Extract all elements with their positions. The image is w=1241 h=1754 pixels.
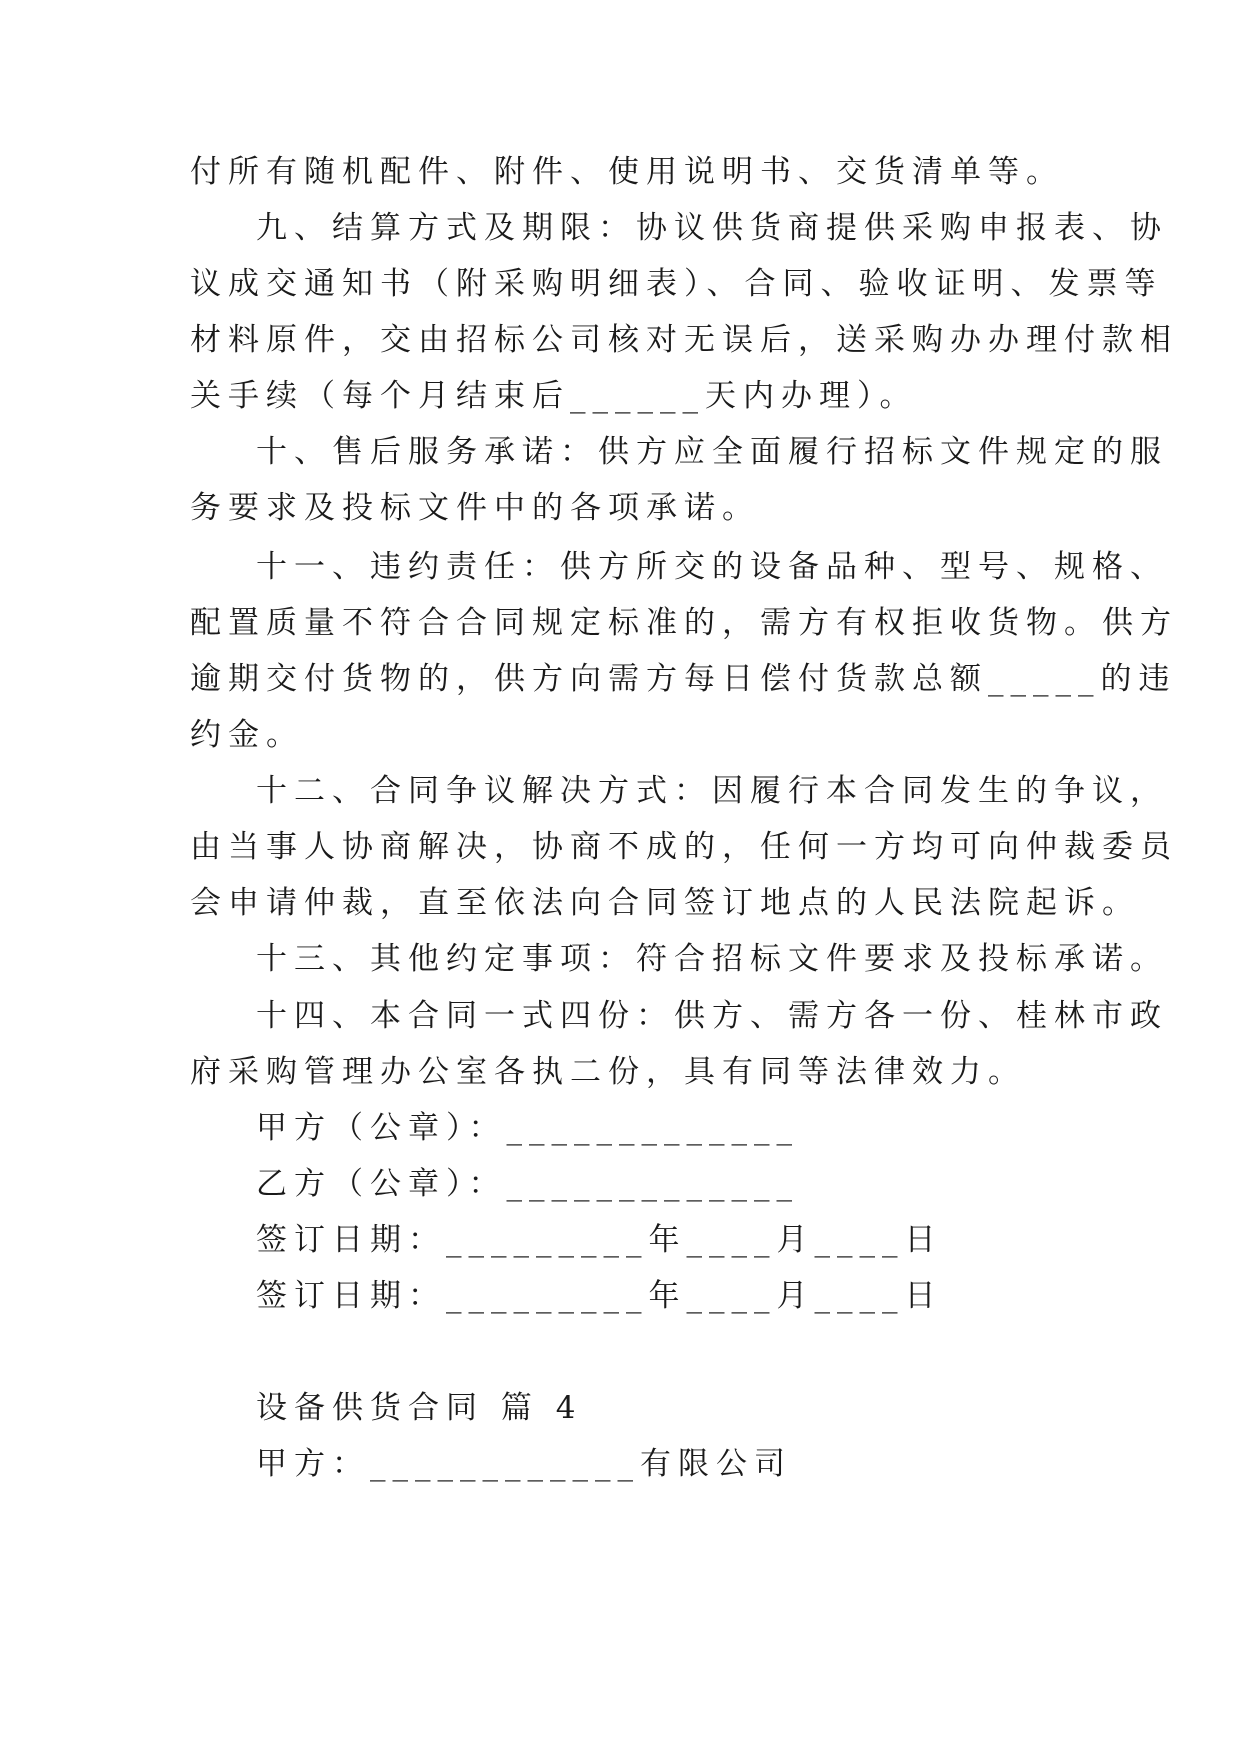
- clause-12-heading-line: 十二、合同争议解决方式：因履行本合同发生的争议，: [256, 773, 1168, 809]
- signing-date-line: 签订日期：_________年____月____日: [256, 1222, 943, 1258]
- paragraph-line: 会申请仲裁，直至依法向合同签订地点的人民法院起诉。: [190, 885, 1140, 921]
- paragraph-line: 约金。: [190, 717, 304, 753]
- party-b-seal-line: 乙方（公章）：_____________: [256, 1166, 799, 1202]
- clause-9-heading-line: 九、结算方式及期限：协议供货商提供采购申报表、协: [256, 210, 1168, 246]
- paragraph-line: 务要求及投标文件中的各项承诺。: [190, 490, 760, 526]
- party-a-line: 甲方：____________有限公司: [256, 1446, 792, 1482]
- paragraph-line: 逾期交付货物的，供方向需方每日偿付货款总额_____的违: [190, 661, 1177, 697]
- clause-13-line: 十三、其他约定事项：符合招标文件要求及投标承诺。: [256, 941, 1168, 977]
- party-a-seal-line: 甲方（公章）：_____________: [256, 1110, 799, 1146]
- paragraph-line: 付所有随机配件、附件、使用说明书、交货清单等。: [190, 154, 1064, 190]
- paragraph-line: 由当事人协商解决，协商不成的，任何一方均可向仲裁委员: [190, 829, 1178, 865]
- paragraph-line: 材料原件，交由招标公司核对无误后，送采购办办理付款相: [190, 322, 1178, 358]
- signing-date-line: 签订日期：_________年____月____日: [256, 1278, 943, 1314]
- paragraph-line: 配置质量不符合合同规定标准的，需方有权拒收货物。供方: [190, 605, 1178, 641]
- paragraph-line: 关手续（每个月结束后______天内办理）。: [190, 378, 918, 414]
- paragraph-line: 议成交通知书（附采购明细表）、合同、验收证明、发票等: [190, 266, 1163, 302]
- section-title: 设备供货合同 篇 4: [256, 1390, 583, 1426]
- clause-10-heading-line: 十、售后服务承诺：供方应全面履行招标文件规定的服: [256, 434, 1168, 470]
- clause-11-heading-line: 十一、违约责任：供方所交的设备品种、型号、规格、: [256, 549, 1168, 585]
- paragraph-line: 府采购管理办公室各执二份，具有同等法律效力。: [190, 1054, 1026, 1090]
- clause-14-heading-line: 十四、本合同一式四份：供方、需方各一份、桂林市政: [256, 998, 1168, 1034]
